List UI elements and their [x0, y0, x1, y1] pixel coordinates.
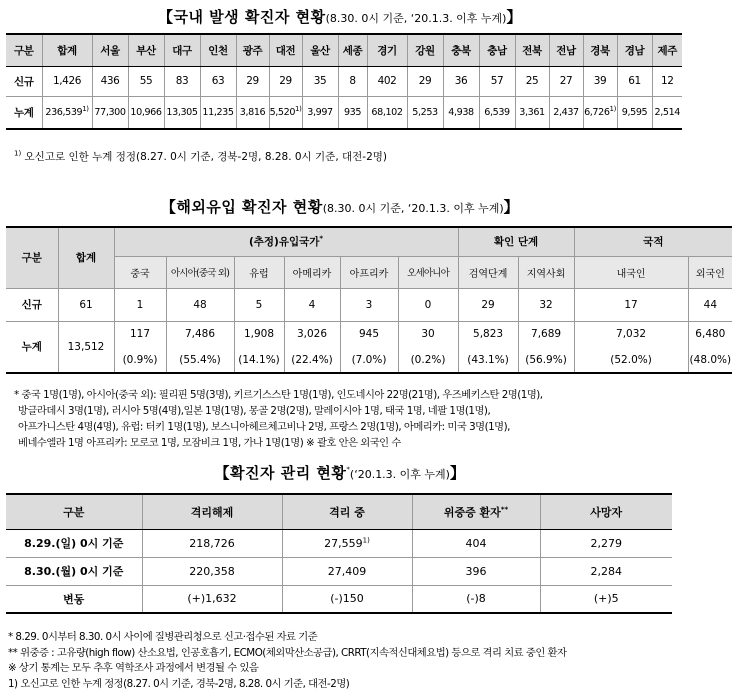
header-cell: 전북	[515, 34, 549, 66]
header-cell: 대구	[164, 34, 200, 66]
table-cell: 1	[114, 288, 166, 321]
table-cell: 402	[367, 66, 407, 96]
table-cell: 12	[652, 66, 682, 96]
overseas-subheader-row	[6, 256, 732, 288]
row-label: 신규	[6, 66, 42, 96]
subheader-cell: 검역단계	[458, 256, 518, 288]
domestic-new-row	[6, 66, 682, 96]
header-cell: 인천	[200, 34, 236, 66]
table-cell: 30	[398, 321, 458, 347]
note-line: * 중국 1명(1명), 아시아(중국 외): 필리핀 5명(3명), 키르기스스탄 1명(1명), 인도네시아 22명(21명), 우즈베키스탄 2명(1명),	[14, 389, 543, 401]
header-cell: 충북	[443, 34, 479, 66]
table-cell: (0.2%)	[398, 347, 458, 373]
table-cell: (+)1,632	[142, 585, 282, 613]
table-cell: 36	[443, 66, 479, 96]
table-cell: 29	[458, 288, 518, 321]
table-cell: 48	[166, 288, 234, 321]
table-cell: 27	[549, 66, 583, 96]
table-cell: 1,426	[42, 66, 92, 96]
subheader-cell: 유럽	[234, 256, 284, 288]
table-cell: 2,437	[549, 96, 583, 129]
table-cell: 3,997	[302, 96, 338, 129]
header-cell: 확인 단계	[458, 227, 574, 256]
header-cell: 구분	[6, 34, 42, 66]
row-label: 누계	[14, 106, 34, 119]
table-cell: 11,235	[200, 96, 236, 129]
row-label: 누계	[6, 321, 58, 373]
table-cell: 68,102	[367, 96, 407, 129]
subheader-cell: 오세아니아	[398, 256, 458, 288]
management-header-row	[6, 494, 672, 529]
management-row	[6, 585, 672, 613]
header-cell: 위중증 환자**	[412, 494, 540, 529]
overseas-title: 【해외유입 확진자 현황(8.30. 0시 기준, ‘20.1.3. 이후 누계)】	[160, 198, 520, 216]
domestic-cumulative-row	[6, 96, 682, 129]
table-cell: (14.1%)	[234, 347, 284, 373]
table-cell: 25	[515, 66, 549, 96]
header-cell: 합계	[58, 227, 114, 288]
table-cell: (7.0%)	[340, 347, 398, 373]
table-cell: (0.9%)	[114, 347, 166, 373]
table-cell: 55	[128, 66, 164, 96]
table-cell: 396	[412, 557, 540, 585]
table-cell: 6,480	[688, 321, 732, 347]
table-cell: 35	[302, 66, 338, 96]
overseas-new-row	[6, 288, 732, 321]
table-cell: 17	[574, 288, 688, 321]
table-cell: 5,253	[407, 96, 443, 129]
header-cell: 격리해제	[142, 494, 282, 529]
overseas-cumulative-row	[6, 321, 732, 347]
subheader-cell: 아프리카	[340, 256, 398, 288]
table-cell: 10,966	[128, 96, 164, 129]
domestic-table	[6, 33, 682, 130]
header-cell: 사망자	[540, 494, 672, 529]
table-cell: 935	[338, 96, 367, 129]
subheader-cell: 외국인	[688, 256, 732, 288]
row-label: 신규	[6, 288, 58, 321]
table-cell: (55.4%)	[166, 347, 234, 373]
header-cell: 합계	[42, 34, 92, 66]
table-cell: (52.0%)	[574, 347, 688, 373]
table-cell: 83	[164, 66, 200, 96]
overseas-percent-row	[6, 347, 732, 373]
overseas-notes	[14, 387, 543, 451]
note-line: 베네수엘라 1명 아프리카: 모로코 1명, 모잠비크 1명, 가나 1명(1명) ※ 괄호 안은 외국인 수	[18, 437, 401, 449]
table-cell: (56.9%)	[518, 347, 574, 373]
table-cell: 29	[236, 66, 269, 96]
subheader-cell: 아메리카	[284, 256, 340, 288]
note-line: 1) 오신고로 인한 누계 정정(8.27. 0시 기준, 경북-2명, 8.28. 0시 기준, 대전-2명)	[8, 677, 350, 690]
note-line: ** 위중증 : 고유량(high flow) 산소요법, 인공호흡기, ECMO(체외막산소공급), CRRT(지속적신대체요법) 등으로 격리 치료 중인 환자	[8, 646, 567, 659]
header-cell: 격리 중	[282, 494, 412, 529]
header-cell: 부산	[128, 34, 164, 66]
table-cell: 61	[58, 288, 114, 321]
header-cell: 경남	[617, 34, 652, 66]
table-cell: 13,305	[164, 96, 200, 129]
table-cell: 63	[200, 66, 236, 96]
table-cell: 0	[398, 288, 458, 321]
header-cell: 구분	[6, 494, 142, 529]
domestic-title: 【국내 발생 확진자 현황(8.30. 0시 기준, ‘20.1.3. 이후 누계)】	[157, 8, 522, 26]
header-cell: 경북	[583, 34, 617, 66]
table-cell: 404	[412, 529, 540, 557]
management-table	[6, 493, 672, 614]
table-cell: 945	[340, 321, 398, 347]
table-cell: (43.1%)	[458, 347, 518, 373]
header-cell: 세종	[338, 34, 367, 66]
management-title: 【확진자 관리 현황*(‘20.1.3. 이후 누계)】	[214, 464, 466, 482]
table-cell: 218,726	[142, 529, 282, 557]
table-cell: 3	[340, 288, 398, 321]
table-cell: 2,279	[540, 529, 672, 557]
subheader-cell: 아시아(중국 외)	[166, 256, 234, 288]
table-cell: 29	[407, 66, 443, 96]
header-cell: 국적	[574, 227, 732, 256]
table-cell: 6,726$^{1)}$	[583, 96, 617, 129]
table-cell: 220,358	[142, 557, 282, 585]
header-cell: 구분	[6, 227, 58, 288]
table-cell: 32	[518, 288, 574, 321]
header-cell: 서울	[92, 34, 128, 66]
table-cell: 29	[269, 66, 302, 96]
table-cell: 8	[338, 66, 367, 96]
table-cell: 9,595	[617, 96, 652, 129]
note-line: 방글라데시 3명(1명), 러시아 5명(4명),일본 1명(1명), 몽골 2명(2명), 말레이시아 1명, 태국 1명, 네팔 1명(1명),	[18, 405, 491, 417]
domestic-footnote: $^{1)}$ 오신고로 인한 누계 정정(8.27. 0시 기준, 경북-2명, 8.28. 0시 기준, 대전-2명)	[14, 149, 387, 163]
table-cell: 39	[583, 66, 617, 96]
table-cell: 117	[114, 321, 166, 347]
table-cell: (22.4%)	[284, 347, 340, 373]
management-notes	[8, 630, 566, 692]
header-cell: 강원	[407, 34, 443, 66]
header-cell: 울산	[302, 34, 338, 66]
table-cell: 6,539	[479, 96, 515, 129]
table-cell: 77,300	[92, 96, 128, 129]
note-line: ※ 상기 통계는 모두 추후 역학조사 과정에서 변경될 수 있음	[8, 662, 259, 674]
table-cell: (48.0%)	[688, 347, 732, 373]
header-cell: 경기	[367, 34, 407, 66]
table-cell: 61	[617, 66, 652, 96]
table-cell: 3,361	[515, 96, 549, 129]
management-row	[6, 529, 672, 557]
table-cell: (-)150	[282, 585, 412, 613]
table-cell: 4,938	[443, 96, 479, 129]
table-cell: 13,512	[58, 321, 114, 373]
note-line: 아프가니스탄 4명(4명), 유럽: 터키 1명(1명), 보스니아헤르체고비나 2명, 프랑스 2명(1명), 아메리카: 미국 3명(1명),	[18, 421, 510, 433]
table-cell: 236,539$^{1)}$	[42, 96, 92, 129]
table-cell: 5,823	[458, 321, 518, 347]
table-cell: 57	[479, 66, 515, 96]
management-row	[6, 557, 672, 585]
overseas-header-row	[6, 227, 732, 256]
subheader-cell: 지역사회	[518, 256, 574, 288]
header-cell: 전남	[549, 34, 583, 66]
table-cell: (-)8	[412, 585, 540, 613]
table-cell: 7,032	[574, 321, 688, 347]
row-label: 8.30.(월) 0시 기준	[6, 557, 142, 585]
header-cell: 충남	[479, 34, 515, 66]
table-cell: 7,486	[166, 321, 234, 347]
row-label: 변동	[63, 592, 85, 606]
header-cell: 제주	[652, 34, 682, 66]
table-cell: 436	[92, 66, 128, 96]
table-cell: 1,908	[234, 321, 284, 347]
header-cell: (추정)유입국가*	[114, 227, 458, 256]
row-label: 8.29.(일) 0시 기준	[6, 529, 142, 557]
table-cell: 27,559$^{1)}$	[282, 529, 412, 557]
table-cell: 3,026	[284, 321, 340, 347]
table-cell: 5,520$^{1)}$	[269, 96, 302, 129]
table-cell: 4	[284, 288, 340, 321]
table-cell: 7,689	[518, 321, 574, 347]
subheader-cell: 중국	[114, 256, 166, 288]
table-cell: 5	[234, 288, 284, 321]
note-line: * 8.29. 0시부터 8.30. 0시 사이에 질병관리청으로 신고·접수된 자료 기준	[8, 631, 318, 643]
header-cell: 대전	[269, 34, 302, 66]
table-cell: 2,514	[652, 96, 682, 129]
subheader-cell: 내국인	[574, 256, 688, 288]
table-cell: 2,284	[540, 557, 672, 585]
header-cell: 광주	[236, 34, 269, 66]
overseas-table	[6, 226, 732, 374]
table-cell: (+)5	[540, 585, 672, 613]
table-cell: 44	[688, 288, 732, 321]
table-cell: 27,409	[282, 557, 412, 585]
domestic-header-row	[6, 34, 682, 66]
table-cell: 3,816	[236, 96, 269, 129]
